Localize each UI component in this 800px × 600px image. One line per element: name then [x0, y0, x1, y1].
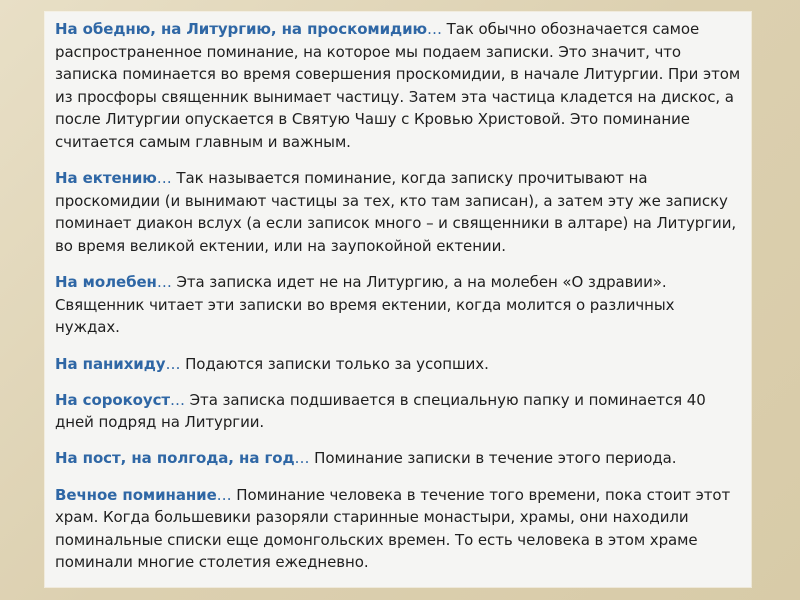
paragraph-text: Подаются записки только за усопших. [180, 354, 489, 373]
paragraph-text: Эта записка идет не на Литургию, а на молебен «О здравии». Священник читает эти записки во время ектении, когда молится о различных нуждах. [55, 273, 675, 337]
ellipsis: … [216, 485, 232, 504]
paragraph-ektenia [55, 167, 741, 257]
ellipsis: … [156, 169, 172, 188]
ellipsis: … [427, 20, 442, 38]
paragraph-text: Так обычно обозначается самое распространенное поминание, на которое мы подаем записки. Это значит, что записка поминается во время совершения проскомидии, в начале Литургии. При этом из просфоры священник вынимает частицу. Затем эта частица кладется на дискос, а после Литургии опускается в Святую Чашу с Кровью Христовой. Это поминание считается самым главным и важным. [55, 20, 741, 151]
paragraph-text: Так называется поминание, когда записку прочитывают на проскомидии (и вынимают частицы за тех, кто там записан), а затем эту же записку поминает диакон вслух (а если записок много – и священники в алтаре) на Литургии, во время великой ектении, или на заупокойной ектении. [55, 169, 737, 255]
term-panikhida: На панихиду [55, 354, 166, 373]
paragraph-text: Эта записка подшивается в специальную папку и поминается 40 дней подряд на Литургии. [55, 390, 706, 432]
term-sorokoust: На сорокоуст [55, 390, 171, 409]
paragraph-panikhida [55, 353, 741, 376]
paragraph-period [55, 447, 741, 470]
paragraph-sorokoust [55, 389, 741, 434]
paragraph-text: Поминание записки в течение этого периода. [309, 449, 677, 468]
ellipsis: … [165, 354, 181, 373]
term-eternal: Вечное поминание [55, 485, 217, 504]
paragraph-moleben [55, 271, 741, 339]
term-ektenia: На ектению [55, 169, 157, 188]
paragraph-eternal [55, 484, 741, 574]
ellipsis: … [294, 449, 310, 468]
paragraph-text: Поминание человека в течение того времени, пока стоит этот храм. Когда большевики разоряли старинные монастыри, храмы, они находили поминальные списки еще домонгольских времен. То есть человека в этом храме поминали многие столетия ежедневно. [55, 485, 731, 572]
ellipsis: … [170, 390, 185, 409]
paragraph-liturgy [55, 18, 741, 154]
ellipsis: … [156, 273, 172, 292]
term-period: На пост, на полгода, на год [55, 449, 295, 468]
text-box [45, 12, 751, 587]
term-liturgy: На обедню, на Литургию, на проскомидию [55, 20, 427, 38]
term-moleben: На молебен [55, 273, 157, 292]
